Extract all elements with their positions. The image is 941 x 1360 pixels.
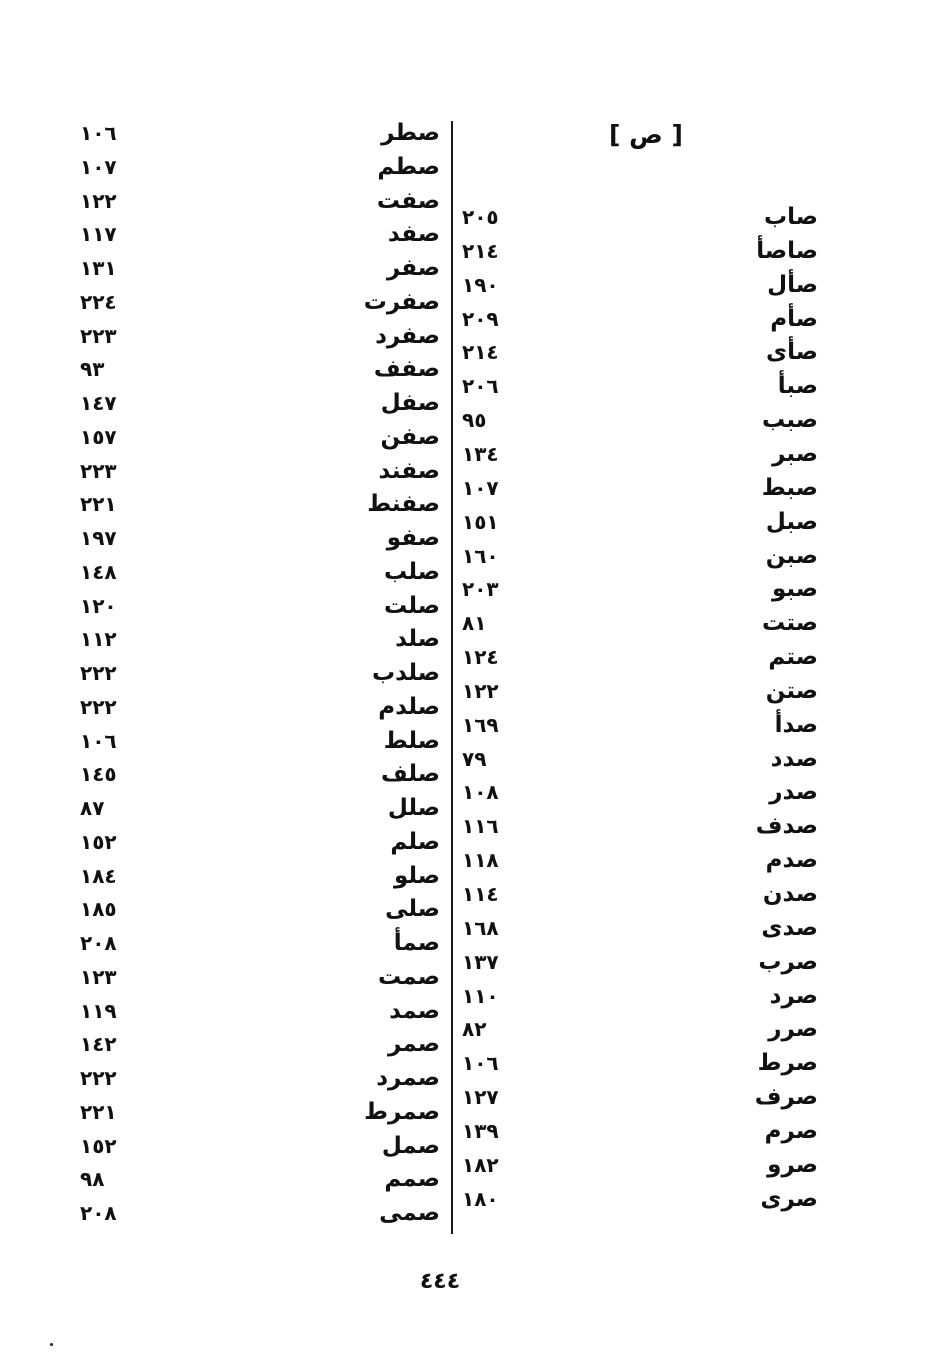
index-entry-page: ١٢٠ <box>80 593 117 618</box>
index-entry-word: صاصأ <box>756 237 818 264</box>
index-entry-word: صلدب <box>371 660 440 686</box>
index-entry-word: صفن <box>380 423 440 450</box>
index-entry-page: ١٥٢ <box>80 1133 117 1158</box>
index-entry-word: صطم <box>377 153 440 180</box>
index-entry-word: صبب <box>762 407 818 434</box>
index-entry-page: ١٨٠ <box>462 1186 499 1211</box>
index-entry-page: ٢٠٩ <box>462 306 499 331</box>
index-entry-page: ٩٣ <box>80 357 105 382</box>
index-entry-page: ١٣٤ <box>462 441 499 466</box>
index-entry-page: ١٩٧ <box>80 526 117 550</box>
index-entry-word: صفر <box>386 255 440 281</box>
index-entry-page: ١٣٩ <box>462 1118 499 1143</box>
index-entry-page: ٨١ <box>462 611 487 636</box>
index-entry-word: صلط <box>383 727 440 754</box>
index-entry-word: صأم <box>770 305 818 332</box>
section-heading: [ ص ] <box>609 120 683 149</box>
index-entry-word: صلل <box>387 795 440 821</box>
index-entry-word: صمى <box>379 1200 440 1226</box>
index-entry-page: ٩٥ <box>462 408 487 433</box>
index-entry-word: صدد <box>770 745 818 772</box>
index-entry-page: ١٥٢ <box>80 829 117 854</box>
index-entry-page: ١٦٠ <box>462 543 499 568</box>
index-entry-word: صلى <box>385 896 440 923</box>
index-entry-page: ١٨٥ <box>80 897 117 922</box>
index-entry-word: صدن <box>762 881 818 907</box>
index-entry-word: صفرت <box>363 288 440 315</box>
index-entry-page: ٢٠٥ <box>462 205 499 229</box>
index-entry-page: ١١٤ <box>462 882 499 906</box>
index-entry-page: ١٩٠ <box>462 272 499 297</box>
page-speck <box>50 1343 53 1346</box>
index-entry-word: صتت <box>762 610 818 637</box>
index-entry-word: صلب <box>384 558 440 585</box>
index-entry-word: صرب <box>758 948 818 975</box>
index-entry-word: صدف <box>755 813 818 840</box>
index-entry-word: صلو <box>393 862 440 889</box>
index-entry-word: صرط <box>757 1050 818 1077</box>
index-entry-page: ١١٠ <box>462 983 499 1008</box>
index-entry-word: صأل <box>767 271 818 298</box>
index-entry-word: صفرد <box>375 322 440 349</box>
index-entry-page: ١٢٤ <box>462 645 499 670</box>
index-entry-page: ١٢٢ <box>80 188 117 213</box>
index-entry-word: صاب <box>764 204 818 230</box>
index-entry-page: ٨٧ <box>80 796 105 820</box>
index-entry-page: ١٢٢ <box>462 678 499 703</box>
index-entry-word: صفف <box>373 356 440 383</box>
index-entry-page: ٢١٤ <box>462 238 499 263</box>
index-entry-page: ١٤٧ <box>80 391 117 415</box>
index-entry-page: ١١٢ <box>80 627 117 652</box>
index-entry-page: ٢١٤ <box>462 340 499 365</box>
index-entry-word: صرم <box>764 1117 818 1144</box>
index-entry-word: صمت <box>378 963 440 990</box>
index-entry-word: صطر <box>381 120 440 146</box>
index-entry-page: ١١٨ <box>462 848 499 873</box>
index-entry-word: صدم <box>765 847 818 874</box>
index-entry-word: صمد <box>389 997 440 1024</box>
index-entry-page: ١٨٢ <box>462 1152 499 1177</box>
index-entry-word: صتم <box>768 644 818 671</box>
index-entry-word: صفل <box>380 390 440 416</box>
index-entry-page: ٢٠٦ <box>462 374 499 399</box>
index-entry-word: صلم <box>390 828 440 855</box>
index-entry-word: صبر <box>772 440 818 467</box>
index-entry-page: ١٠٦ <box>462 1051 499 1076</box>
index-entry-word: صرف <box>754 1084 818 1111</box>
index-entry-word: صفند <box>378 457 440 484</box>
index-entry-page: ١٥١ <box>462 509 499 534</box>
index-entry-page: ١٤٥ <box>80 762 117 787</box>
index-entry-page: ١٢٧ <box>462 1085 499 1110</box>
index-entry-word: صرد <box>769 982 818 1009</box>
index-entry-page: ١١٦ <box>462 814 499 839</box>
index-entry-page: ١٤٨ <box>80 559 117 584</box>
index-entry-word: صفد <box>387 221 440 248</box>
column-divider <box>451 121 453 1234</box>
index-entry-page: ٨٢ <box>462 1017 487 1042</box>
index-entry-page: ٢٢٣ <box>80 458 117 483</box>
index-entry-word: صمرط <box>364 1098 440 1125</box>
index-entry-page: ١٨٤ <box>80 863 117 888</box>
index-entry-page: ٧٩ <box>462 746 487 771</box>
index-entry-page: ١٠٨ <box>462 780 499 805</box>
index-entry-word: صدر <box>769 779 818 806</box>
index-entry-page: ٩٨ <box>80 1167 105 1192</box>
index-entry-page: ٢٢١ <box>80 1099 117 1124</box>
index-entry-word: صتن <box>765 677 818 704</box>
index-entry-page: ١١٩ <box>80 998 117 1023</box>
index-entry-page: ١٢٣ <box>80 964 117 989</box>
index-entry-page: ١٤٢ <box>80 1032 117 1057</box>
index-entry-page: ٢٠٨ <box>80 1201 117 1225</box>
index-entry-word: صلف <box>380 761 440 788</box>
index-entry-word: صفنط <box>367 491 440 518</box>
index-entry-page: ١٠٦ <box>80 121 117 145</box>
page-number: ٤٤٤ <box>419 1269 461 1294</box>
index-entry-word: صمل <box>381 1132 440 1159</box>
index-entry-word: صدى <box>761 914 818 941</box>
index-entry-page: ١٦٩ <box>462 712 499 737</box>
index-entry-word: صبل <box>765 508 818 535</box>
index-entry-word: صبو <box>771 576 818 603</box>
index-entry-page: ٢٢٢ <box>80 1066 117 1090</box>
index-entry-word: صلدم <box>378 693 440 720</box>
index-entry-word: صرر <box>768 1016 818 1043</box>
index-entry-page: ١٥٧ <box>80 424 117 449</box>
index-entry-word: صأى <box>766 339 818 366</box>
index-entry-page: ٢٢٢ <box>80 661 117 685</box>
index-entry-word: صلت <box>384 592 440 619</box>
index-entry-page: ٢٢٤ <box>80 289 117 314</box>
index-entry-page: ١٠٦ <box>80 728 117 753</box>
index-entry-word: صبط <box>761 474 818 501</box>
index-entry-page: ٢٢٢ <box>80 694 117 719</box>
index-entry-word: صمأ <box>393 930 440 956</box>
index-entry-page: ٢٢٣ <box>80 323 117 348</box>
index-entry-page: ١٦٨ <box>462 915 499 940</box>
index-entry-word: صمر <box>388 1031 440 1058</box>
index-entry-page: ١٠٧ <box>80 154 117 179</box>
index-entry-word: صفت <box>376 187 440 214</box>
index-entry-word: صبأ <box>777 373 818 400</box>
index-entry-word: صلد <box>395 626 440 653</box>
index-entry-word: صرى <box>760 1185 818 1212</box>
index-entry-word: صفو <box>386 525 440 551</box>
index-entry-word: صبن <box>765 542 818 569</box>
index-entry-page: ١٣١ <box>80 256 117 280</box>
index-entry-word: صمم <box>384 1166 440 1193</box>
index-entry-page: ٢٢١ <box>80 492 117 517</box>
index-entry-word: صدأ <box>774 711 818 738</box>
index-entry-page: ١١٧ <box>80 222 117 247</box>
index-entry-page: ١٣٧ <box>462 949 499 974</box>
index-entry-word: صمرد <box>376 1065 440 1091</box>
index-entry-page: ٢٠٣ <box>462 577 499 602</box>
index-entry-page: ٢٠٨ <box>80 931 117 955</box>
index-entry-word: صرو <box>767 1151 818 1178</box>
index-entry-page: ١٠٧ <box>462 475 499 500</box>
